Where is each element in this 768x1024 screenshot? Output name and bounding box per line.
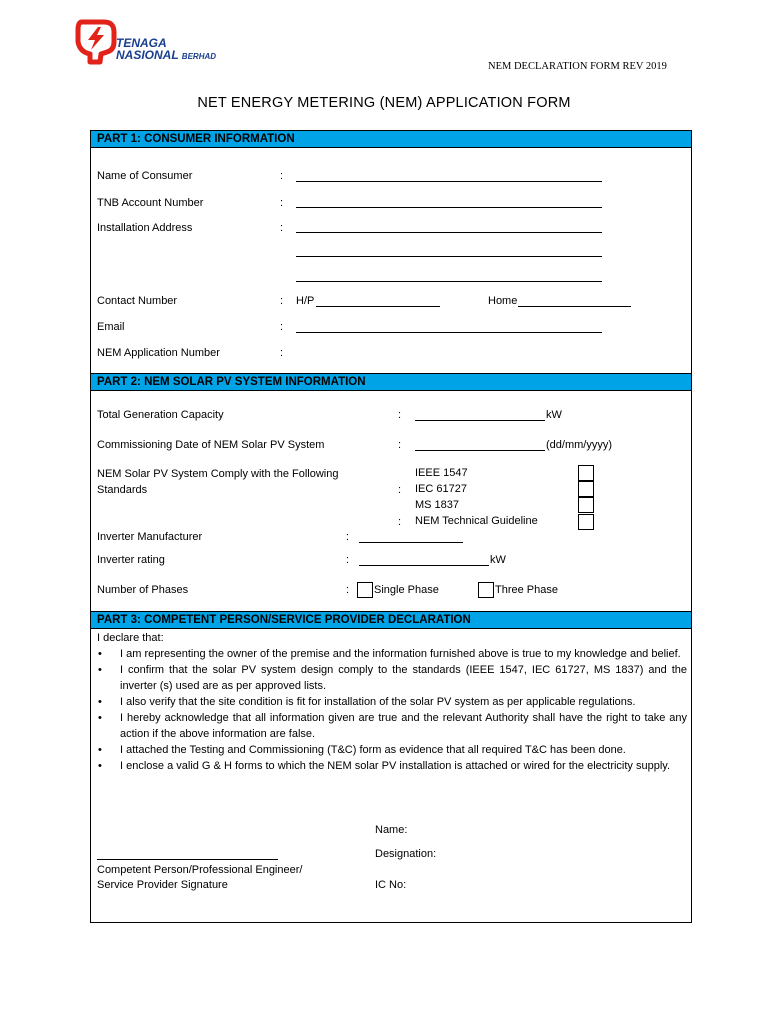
checkbox-nem-guideline[interactable] [578,514,594,530]
form-frame [90,130,692,923]
separator: : [280,197,284,209]
standards-label-line-1: NEM Solar PV System Comply with the Following [97,468,339,480]
separator: : [280,347,284,359]
designation-label: Designation: [375,848,437,860]
separator: : [398,516,402,528]
consumer-name-field[interactable] [296,181,602,182]
separator: : [346,531,350,543]
signature-field[interactable] [97,859,278,860]
separator: : [398,484,402,496]
signature-caption-line-1: Competent Person/Professional Engineer/ [97,864,303,876]
installation-address-label: Installation Address [97,222,193,234]
standard-ms-1837: MS 1837 [415,499,460,511]
part1-heading: PART 1: CONSUMER INFORMATION [90,130,692,148]
standard-nem-guideline: NEM Technical Guideline [415,515,538,527]
checkbox-single-phase[interactable] [357,582,373,598]
declaration-item: • I hereby acknowledge that all information given are true and the relevant Authority shall have the right to take any action if the above information are false. [97,710,687,742]
account-number-label: TNB Account Number [97,197,204,209]
separator: : [280,170,284,182]
checkbox-ms-1837[interactable] [578,497,594,513]
part3-heading: PART 3: COMPETENT PERSON/SERVICE PROVIDER DECLARATION [90,611,692,629]
capacity-label: Total Generation Capacity [97,409,224,421]
logo-line-1: TENAGA [116,36,167,50]
declaration-item: • I am representing the owner of the premise and the information furnished above is true to my knowledge and belief. [97,646,687,662]
address-field-line-2[interactable] [296,256,602,257]
separator: : [280,321,284,333]
separator: : [398,409,402,421]
commissioning-date-field[interactable] [415,450,545,451]
form-title: NET ENERGY METERING (NEM) APPLICATION FORM [197,95,571,111]
separator: : [280,222,284,234]
declaration-text [97,630,687,774]
inverter-rating-unit: kW [490,554,506,566]
capacity-field[interactable] [415,420,545,421]
consumer-name-label: Name of Consumer [97,170,193,182]
date-format-hint: (dd/mm/yyyy) [546,439,612,451]
separator: : [280,295,284,307]
logo-line-3: BERHAD [181,52,217,61]
commissioning-label: Commissioning Date of NEM Solar PV System [97,439,325,451]
ic-number-label: IC No: [375,879,407,891]
company-name [116,37,216,63]
home-phone-field[interactable] [518,306,631,307]
separator: : [398,439,402,451]
application-number-label: NEM Application Number [97,347,220,359]
standard-iec-61727: IEC 61727 [415,483,467,495]
account-number-field[interactable] [296,207,602,208]
email-field[interactable] [296,332,602,333]
single-phase-label: Single Phase [374,584,439,596]
checkbox-ieee-1547[interactable] [578,465,594,481]
inverter-manufacturer-label: Inverter Manufacturer [97,531,203,543]
address-field-line-3[interactable] [296,281,602,282]
standards-label-line-2: Standards [97,484,148,496]
inverter-manufacturer-field[interactable] [359,542,463,543]
declaration-item: • I confirm that the solar PV system design comply to the standards (IEEE 1547, IEC 61727, MS 1837) and the inverter (s) used are as per approved lists. [97,662,687,694]
separator: : [346,554,350,566]
declaration-item: • I attached the Testing and Commissioning (T&C) form as evidence that all required T&C has been done. [97,742,687,758]
address-field-line-1[interactable] [296,232,602,233]
declaration-item: • I also verify that the site condition is fit for installation of the solar PV system as per applicable regulations. [97,694,687,710]
tnb-emblem-icon [74,18,120,68]
signature-caption-line-2: Service Provider Signature [97,879,228,891]
checkbox-iec-61727[interactable] [578,481,594,497]
checkbox-three-phase[interactable] [478,582,494,598]
separator: : [346,584,350,596]
hp-field[interactable] [316,306,440,307]
logo-line-2: NASIONAL [116,48,179,62]
declaration-intro: I declare that: [97,632,164,644]
form-revision: NEM DECLARATION FORM REV 2019 [488,61,667,72]
inverter-rating-field[interactable] [359,565,489,566]
name-label: Name: [375,824,408,836]
inverter-rating-label: Inverter rating [97,554,165,566]
phases-label: Number of Phases [97,584,189,596]
standard-ieee-1547: IEEE 1547 [415,467,468,479]
three-phase-label: Three Phase [495,584,558,596]
contact-number-label: Contact Number [97,295,178,307]
declaration-item: • I enclose a valid G & H forms to which the NEM solar PV installation is attached or wired for the electricity supply. [97,758,687,774]
email-label: Email [97,321,125,333]
hp-label: H/P [296,295,315,307]
home-label: Home [488,295,518,307]
capacity-unit: kW [546,409,562,421]
part2-heading: PART 2: NEM SOLAR PV SYSTEM INFORMATION [90,373,692,391]
